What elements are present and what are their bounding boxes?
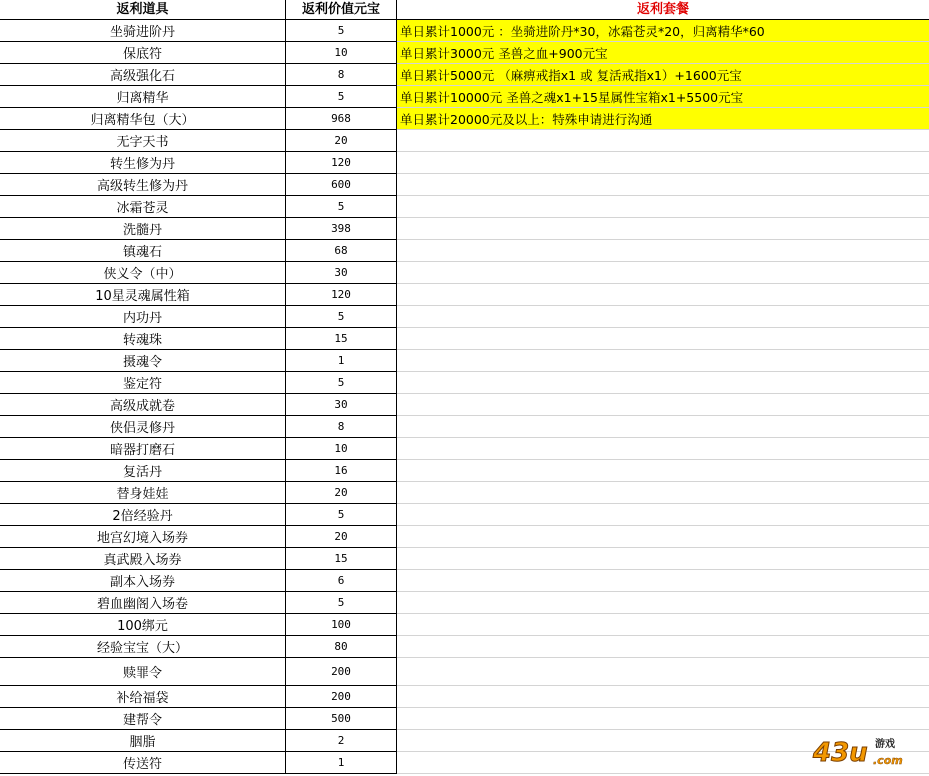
table-row (0, 504, 929, 526)
item-name-cell: 赎罪令 (0, 658, 286, 686)
item-name-cell: 副本入场券 (0, 570, 286, 592)
item-name-cell: 镇魂石 (0, 240, 286, 262)
package-cell (397, 284, 929, 306)
item-name-cell: 传送符 (0, 752, 286, 774)
package-cell (397, 196, 929, 218)
table-row (0, 636, 929, 658)
package-cell: 单日累计20000元及以上：特殊申请进行沟通 (397, 108, 929, 130)
package-cell (397, 152, 929, 174)
item-value-cell: 5 (286, 372, 397, 394)
table-row (0, 196, 929, 218)
item-value-cell: 10 (286, 42, 397, 64)
table-row (0, 460, 929, 482)
table-row (0, 240, 929, 262)
item-name-cell: 高级转生修为丹 (0, 174, 286, 196)
item-value-cell: 968 (286, 108, 397, 130)
item-value-cell: 5 (286, 196, 397, 218)
item-value-cell: 120 (286, 284, 397, 306)
package-cell: 单日累计3000元 圣兽之血+900元宝 (397, 42, 929, 64)
table-row (0, 64, 929, 86)
table-row (0, 548, 929, 570)
package-cell (397, 438, 929, 460)
item-name-cell: 胭脂 (0, 730, 286, 752)
package-cell (397, 570, 929, 592)
item-name-cell: 高级强化石 (0, 64, 286, 86)
item-name-cell: 洗髓丹 (0, 218, 286, 240)
item-value-cell: 20 (286, 526, 397, 548)
table-row (0, 20, 929, 42)
item-value-cell: 30 (286, 262, 397, 284)
item-value-cell: 600 (286, 174, 397, 196)
table-row (0, 730, 929, 752)
table-row (0, 752, 929, 774)
item-name-cell: 100绑元 (0, 614, 286, 636)
table-row (0, 152, 929, 174)
item-name-cell: 建帮令 (0, 708, 286, 730)
logo-mark: 43u (813, 738, 868, 768)
item-name-cell: 地宫幻境入场券 (0, 526, 286, 548)
item-value-cell: 2 (286, 730, 397, 752)
table-row (0, 130, 929, 152)
package-cell (397, 328, 929, 350)
table-row (0, 570, 929, 592)
item-name-cell: 冰霜苍灵 (0, 196, 286, 218)
table-row (0, 708, 929, 730)
table-row (0, 658, 929, 686)
package-cell: 单日累计1000元 ：坐骑进阶丹*30，冰霜苍灵*20，归离精华*60 (397, 20, 929, 42)
item-value-cell: 100 (286, 614, 397, 636)
item-name-cell: 真武殿入场券 (0, 548, 286, 570)
package-cell (397, 262, 929, 284)
table-row (0, 86, 929, 108)
package-cell (397, 130, 929, 152)
item-value-cell: 1 (286, 350, 397, 372)
table-row (0, 372, 929, 394)
package-cell (397, 548, 929, 570)
item-name-cell: 坐骑进阶丹 (0, 20, 286, 42)
table-row (0, 262, 929, 284)
package-cell (397, 636, 929, 658)
item-value-cell: 8 (286, 64, 397, 86)
item-value-cell: 5 (286, 504, 397, 526)
item-value-cell: 16 (286, 460, 397, 482)
package-cell (397, 526, 929, 548)
item-name-cell: 侠侣灵修丹 (0, 416, 286, 438)
item-value-cell: 15 (286, 328, 397, 350)
item-value-cell: 8 (286, 416, 397, 438)
item-value-cell: 5 (286, 20, 397, 42)
table-row (0, 482, 929, 504)
package-cell (397, 306, 929, 328)
item-value-cell: 120 (286, 152, 397, 174)
table-row (0, 108, 929, 130)
package-cell (397, 482, 929, 504)
item-value-cell: 1 (286, 752, 397, 774)
item-name-cell: 内功丹 (0, 306, 286, 328)
header-item: 返利道具 (0, 0, 286, 20)
package-cell (397, 350, 929, 372)
table-row (0, 284, 929, 306)
table-row (0, 614, 929, 636)
table-row (0, 394, 929, 416)
package-cell (397, 218, 929, 240)
package-cell (397, 372, 929, 394)
item-value-cell: 68 (286, 240, 397, 262)
item-value-cell: 200 (286, 686, 397, 708)
header-value: 返利价值元宝 (286, 0, 397, 20)
item-value-cell: 6 (286, 570, 397, 592)
item-value-cell: 200 (286, 658, 397, 686)
table-row (0, 328, 929, 350)
table-row (0, 218, 929, 240)
item-name-cell: 替身娃娃 (0, 482, 286, 504)
package-cell (397, 416, 929, 438)
package-cell (397, 658, 929, 686)
logo-suffix: .com (873, 754, 903, 767)
table-row (0, 592, 929, 614)
item-name-cell: 摄魂令 (0, 350, 286, 372)
table-row (0, 686, 929, 708)
item-value-cell: 5 (286, 592, 397, 614)
item-name-cell: 无字天书 (0, 130, 286, 152)
item-name-cell: 10星灵魂属性箱 (0, 284, 286, 306)
table-row (0, 350, 929, 372)
table-row (0, 42, 929, 64)
item-value-cell: 398 (286, 218, 397, 240)
item-name-cell: 鉴定符 (0, 372, 286, 394)
item-name-cell: 经验宝宝（大） (0, 636, 286, 658)
table-row (0, 526, 929, 548)
item-value-cell: 10 (286, 438, 397, 460)
item-value-cell: 80 (286, 636, 397, 658)
item-value-cell: 30 (286, 394, 397, 416)
item-name-cell: 侠义令（中） (0, 262, 286, 284)
item-name-cell: 归离精华 (0, 86, 286, 108)
package-cell (397, 708, 929, 730)
item-name-cell: 归离精华包（大） (0, 108, 286, 130)
item-name-cell: 保底符 (0, 42, 286, 64)
package-cell (397, 394, 929, 416)
header-packages: 返利套餐 (397, 0, 929, 20)
item-value-cell: 20 (286, 130, 397, 152)
package-cell (397, 460, 929, 482)
table-row (0, 306, 929, 328)
logo-tag: 游戏 (875, 739, 895, 750)
item-value-cell: 20 (286, 482, 397, 504)
site-logo (811, 734, 913, 768)
item-name-cell: 补给福袋 (0, 686, 286, 708)
item-value-cell: 15 (286, 548, 397, 570)
item-value-cell: 5 (286, 86, 397, 108)
item-name-cell: 暗器打磨石 (0, 438, 286, 460)
item-value-cell: 500 (286, 708, 397, 730)
item-name-cell: 转生修为丹 (0, 152, 286, 174)
package-cell (397, 614, 929, 636)
item-name-cell: 高级成就卷 (0, 394, 286, 416)
table-row (0, 438, 929, 460)
package-cell: 单日累计5000元 （麻痹戒指x1 或 复活戒指x1）+1600元宝 (397, 64, 929, 86)
package-cell (397, 592, 929, 614)
package-cell (397, 174, 929, 196)
package-cell: 单日累计10000元 圣兽之魂x1+15星属性宝箱x1+5500元宝 (397, 86, 929, 108)
package-cell (397, 504, 929, 526)
item-name-cell: 碧血幽阁入场卷 (0, 592, 286, 614)
table-row (0, 174, 929, 196)
item-name-cell: 复活丹 (0, 460, 286, 482)
item-name-cell: 2倍经验丹 (0, 504, 286, 526)
package-cell (397, 686, 929, 708)
table-row (0, 416, 929, 438)
package-cell (397, 240, 929, 262)
item-value-cell: 5 (286, 306, 397, 328)
item-name-cell: 转魂珠 (0, 328, 286, 350)
